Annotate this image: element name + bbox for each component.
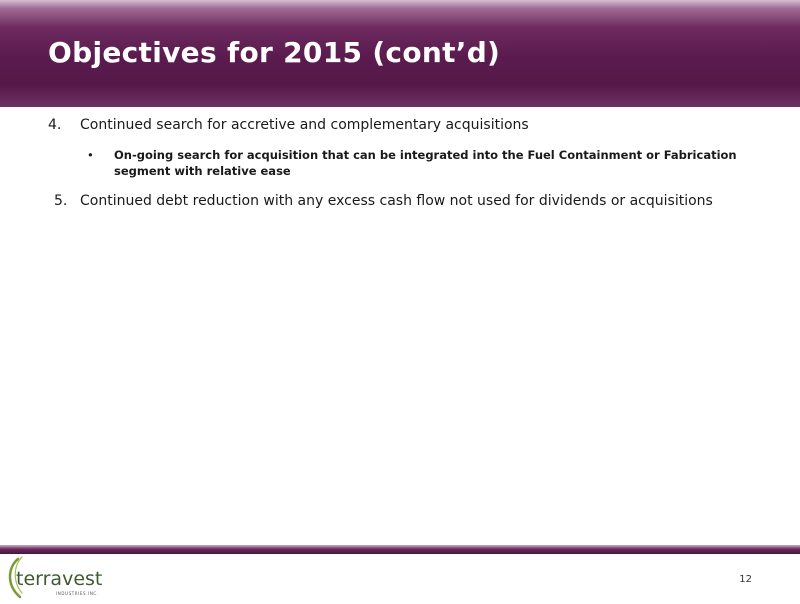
logo-wordmark: terravest [16, 568, 103, 590]
terravest-logo [6, 555, 116, 600]
objective-text: Continued search for accretive and complementary acquisitions [80, 117, 529, 133]
bullet-marker: • [87, 148, 94, 162]
objective-number: 4. [48, 117, 62, 133]
page-number: 12 [739, 574, 752, 585]
logo-tagline: INDUSTRIES INC. [56, 591, 99, 596]
footer-bar [0, 545, 800, 554]
objective-text: Continued debt reduction with any excess cash flow not used for dividends or acquisitions [80, 193, 713, 209]
objective-number: 5. [54, 193, 68, 209]
sub-bullet-text: On-going search for acquisition that can be integrated into the Fuel Containment or Fabrication segment with relative ease [114, 148, 737, 178]
slide-title: Objectives for 2015 (cont’d) [48, 36, 501, 69]
logo-graphic [6, 555, 116, 600]
